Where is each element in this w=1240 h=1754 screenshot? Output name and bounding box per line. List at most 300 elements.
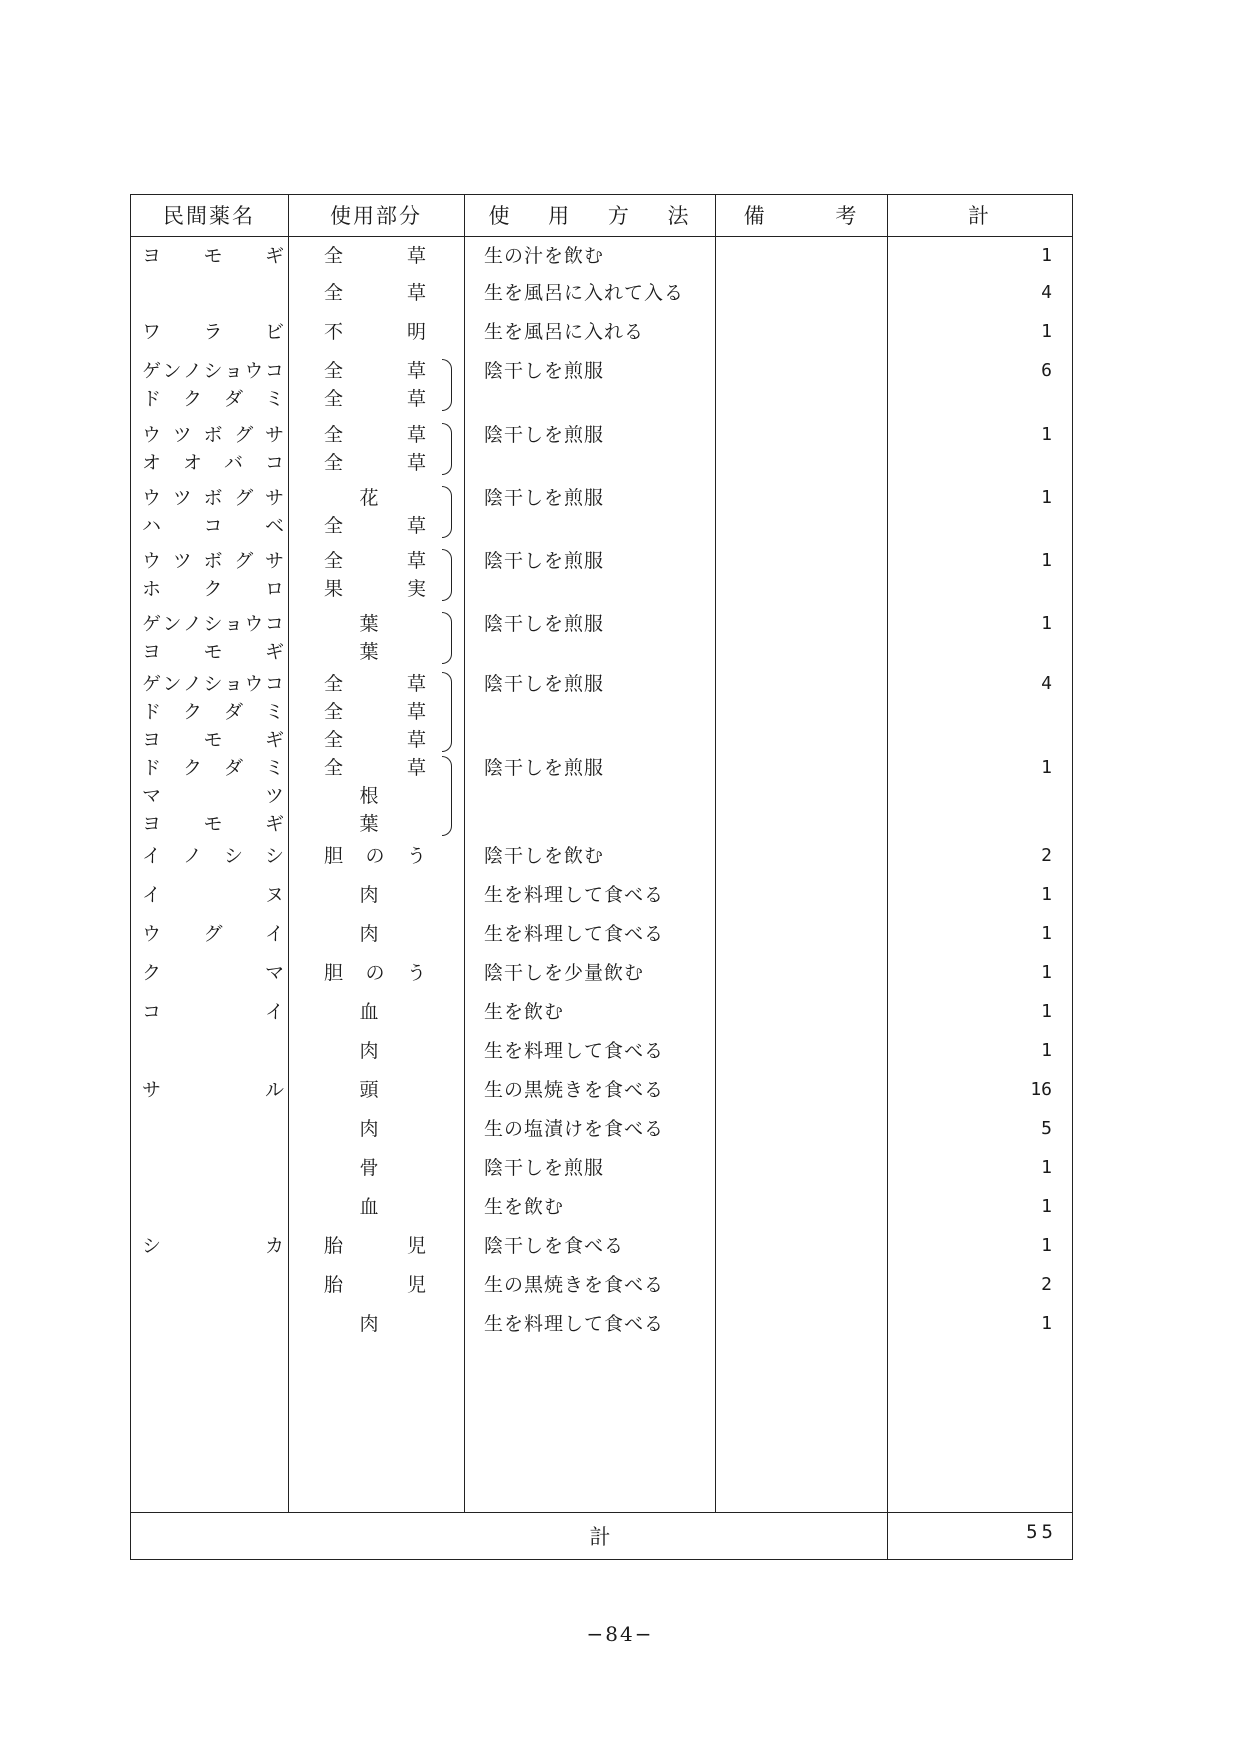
drug-name-char: ワ (142, 321, 162, 343)
drug-name-char: オ (182, 452, 202, 474)
used-part-line (298, 357, 440, 385)
count-cell: 1 (1041, 1040, 1052, 1061)
used-part-char: 血 (359, 1001, 379, 1023)
summary-divider (130, 1512, 1073, 1513)
drug-name-char: ロ (264, 578, 284, 600)
drug-name-cell (138, 242, 288, 270)
count-cell: 1 (1041, 757, 1052, 778)
used-part-cell (298, 357, 440, 413)
count-cell: 1 (1041, 321, 1052, 342)
table-border-bottom (130, 1559, 1073, 1560)
used-part-char: 草 (406, 452, 426, 474)
used-part-char: 全 (324, 360, 344, 382)
used-part-char: 不 (324, 321, 344, 343)
usage-method-cell: 陰干しを煎服 (484, 673, 605, 695)
count-cell: 1 (1041, 962, 1052, 983)
drug-name-char: ン (162, 613, 182, 635)
used-part-char: 全 (324, 550, 344, 572)
drug-name-char: ク (182, 388, 202, 410)
drug-name-line (138, 782, 288, 810)
drug-name-char: ウ (142, 550, 162, 572)
used-part-char: 肉 (359, 1313, 379, 1335)
header-total: 計 (968, 204, 991, 228)
used-part-line (298, 810, 440, 838)
usage-method-cell: 生を風呂に入れて入る (484, 282, 685, 304)
drug-name-cell (138, 318, 288, 346)
header-divider (130, 236, 1073, 237)
count-cell: 1 (1041, 424, 1052, 445)
drug-name-char: ク (142, 962, 162, 984)
used-part-line (298, 547, 440, 575)
page-number: −84− (586, 1622, 654, 1646)
drug-name-line (138, 484, 288, 512)
drug-name-char: ゲ (142, 360, 162, 382)
drug-name-char: バ (223, 452, 243, 474)
drug-name-line (138, 638, 288, 666)
usage-method-cell: 生の汁を飲む (484, 245, 605, 267)
usage-method-cell: 陰干しを煎服 (484, 1157, 605, 1179)
drug-name-char: ボ (203, 487, 223, 509)
drug-name-char: ノ (182, 673, 202, 695)
header-part: 使用部分 (330, 204, 422, 228)
used-part-char: 胆 (324, 845, 344, 867)
used-part-line (298, 698, 440, 726)
drug-name-cell (138, 1232, 288, 1260)
used-part-cell (298, 670, 440, 754)
used-part-char: 草 (406, 757, 426, 779)
used-part-char: 草 (406, 245, 426, 267)
folk-medicine-table (130, 194, 1073, 1560)
drug-name-line (138, 1076, 288, 1104)
used-part-line (298, 1154, 440, 1182)
drug-name-char: ヨ (142, 813, 162, 835)
used-part-char: 全 (324, 757, 344, 779)
count-cell: 16 (1030, 1079, 1052, 1100)
used-part-cell (298, 920, 440, 948)
used-part-cell (298, 842, 440, 870)
usage-method-cell: 陰干しを飲む (484, 845, 605, 867)
count-cell: 1 (1041, 613, 1052, 634)
usage-method-cell: 生の黒焼きを食べる (484, 1274, 665, 1296)
count-cell: 1 (1041, 245, 1052, 266)
used-part-cell (298, 1115, 440, 1143)
drug-name-char: モ (203, 641, 223, 663)
drug-name-char: ド (142, 388, 162, 410)
drug-name-line (138, 575, 288, 603)
used-part-cell (298, 279, 440, 307)
drug-name-char: ノ (182, 845, 202, 867)
drug-name-char: イ (264, 1001, 284, 1023)
used-part-line (298, 638, 440, 666)
used-part-char: 葉 (359, 613, 379, 635)
drug-name-cell (138, 421, 288, 477)
used-part-line (298, 1076, 440, 1104)
drug-name-char: ン (162, 673, 182, 695)
table-border-left (130, 194, 131, 1560)
drug-name-char: サ (264, 487, 284, 509)
header-remarks: 備 考 (743, 204, 859, 228)
used-part-line (298, 385, 440, 413)
used-part-char: 葉 (359, 641, 379, 663)
drug-name-char: ミ (264, 388, 284, 410)
drug-name-cell (138, 959, 288, 987)
drug-name-line (138, 920, 288, 948)
drug-name-char: ク (203, 578, 223, 600)
drug-name-char: ン (162, 360, 182, 382)
drug-name-char: ク (182, 757, 202, 779)
used-part-cell (298, 547, 440, 603)
grouping-brace (442, 549, 452, 601)
drug-name-char: モ (203, 245, 223, 267)
used-part-char: 草 (406, 673, 426, 695)
used-part-line (298, 1193, 440, 1221)
drug-name-char: イ (142, 845, 162, 867)
count-cell: 1 (1041, 1313, 1052, 1334)
drug-name-char: ウ (142, 923, 162, 945)
drug-name-cell (138, 998, 288, 1026)
used-part-char: 全 (324, 729, 344, 751)
usage-method-cell: 陰干しを少量飲む (484, 962, 645, 984)
drug-name-char: シ (203, 673, 223, 695)
drug-name-char: サ (142, 1079, 162, 1101)
used-part-line (298, 279, 440, 307)
usage-method-cell: 生を料理して食べる (484, 884, 665, 906)
drug-name-char: イ (142, 884, 162, 906)
used-part-char: 全 (324, 424, 344, 446)
used-part-line (298, 881, 440, 909)
drug-name-char: グ (234, 424, 254, 446)
count-cell: 2 (1041, 1274, 1052, 1295)
drug-name-line (138, 881, 288, 909)
drug-name-line (138, 698, 288, 726)
drug-name-char: ウ (244, 613, 264, 635)
drug-name-line (138, 357, 288, 385)
used-part-char: 肉 (359, 923, 379, 945)
used-part-cell (298, 610, 440, 666)
drug-name-line (138, 318, 288, 346)
used-part-char: 胎 (324, 1274, 344, 1296)
used-part-line (298, 449, 440, 477)
drug-name-char: ツ (172, 424, 192, 446)
drug-name-char: ウ (244, 360, 264, 382)
drug-name-cell (138, 920, 288, 948)
used-part-line (298, 959, 440, 987)
drug-name-char: ボ (203, 550, 223, 572)
used-part-cell (298, 754, 440, 838)
used-part-cell (298, 998, 440, 1026)
used-part-cell (298, 1076, 440, 1104)
drug-name-char: ツ (172, 550, 192, 572)
usage-method-cell: 陰干しを煎服 (484, 550, 605, 572)
usage-method-cell: 生を飲む (484, 1196, 565, 1218)
drug-name-char: ョ (223, 613, 243, 635)
used-part-char: 草 (406, 282, 426, 304)
drug-name-char: ボ (203, 424, 223, 446)
used-part-cell (298, 1310, 440, 1338)
col-divider-4 (887, 194, 888, 1560)
drug-name-cell (138, 610, 288, 666)
used-part-char: 児 (406, 1235, 426, 1257)
drug-name-char: ミ (264, 757, 284, 779)
used-part-char: 草 (406, 701, 426, 723)
drug-name-line (138, 449, 288, 477)
drug-name-char: ミ (264, 701, 284, 723)
used-part-line (298, 484, 440, 512)
used-part-char: 草 (406, 360, 426, 382)
used-part-char: 草 (406, 729, 426, 751)
drug-name-char: ル (264, 1079, 284, 1101)
usage-method-cell: 陰干しを煎服 (484, 360, 605, 382)
usage-method-cell: 生の黒焼きを食べる (484, 1079, 665, 1101)
drug-name-line (138, 547, 288, 575)
used-part-cell (298, 1232, 440, 1260)
used-part-char: 胎 (324, 1235, 344, 1257)
usage-method-cell: 生を飲む (484, 1001, 565, 1023)
drug-name-line (138, 1232, 288, 1260)
drug-name-char: ド (142, 757, 162, 779)
drug-name-char: ヌ (264, 884, 284, 906)
drug-name-line (138, 998, 288, 1026)
drug-name-char: コ (264, 452, 284, 474)
drug-name-line (138, 842, 288, 870)
drug-name-char: ラ (203, 321, 223, 343)
drug-name-char: ホ (142, 578, 162, 600)
header-name: 民間薬名 (163, 204, 255, 228)
used-part-char: 全 (324, 452, 344, 474)
used-part-line (298, 1232, 440, 1260)
summary-value: 55 (1026, 1521, 1057, 1543)
used-part-char: 根 (359, 785, 379, 807)
drug-name-line (138, 726, 288, 754)
drug-name-char: シ (142, 1235, 162, 1257)
used-part-char: 草 (406, 424, 426, 446)
used-part-char: 草 (406, 515, 426, 537)
drug-name-char: ダ (223, 701, 243, 723)
drug-name-char: ヨ (142, 245, 162, 267)
used-part-char: 草 (406, 550, 426, 572)
used-part-char: 肉 (359, 884, 379, 906)
used-part-line (298, 512, 440, 540)
col-divider-2 (464, 194, 465, 1512)
used-part-char: 全 (324, 282, 344, 304)
drug-name-char: ウ (142, 487, 162, 509)
drug-name-char: ノ (182, 613, 202, 635)
header-method: 使 用 方 法 (488, 204, 691, 228)
drug-name-char: グ (203, 923, 223, 945)
used-part-char: 肉 (359, 1040, 379, 1062)
used-part-line (298, 726, 440, 754)
drug-name-char: シ (203, 613, 223, 635)
usage-method-cell: 陰干しを煎服 (484, 424, 605, 446)
table-border-right (1072, 194, 1073, 1560)
used-part-line (298, 920, 440, 948)
drug-name-char: コ (264, 613, 284, 635)
drug-name-line (138, 754, 288, 782)
drug-name-line (138, 242, 288, 270)
drug-name-char: コ (264, 360, 284, 382)
used-part-line (298, 670, 440, 698)
used-part-cell (298, 318, 440, 346)
used-part-char: 全 (324, 515, 344, 537)
used-part-char: の (365, 962, 385, 984)
drug-name-char: サ (264, 424, 284, 446)
drug-name-char: シ (203, 360, 223, 382)
used-part-cell (298, 242, 440, 270)
drug-name-char: ゲ (142, 673, 162, 695)
grouping-brace (442, 359, 452, 411)
used-part-char: 血 (359, 1196, 379, 1218)
drug-name-char: イ (264, 923, 284, 945)
count-cell: 1 (1041, 1235, 1052, 1256)
used-part-line (298, 610, 440, 638)
usage-method-cell: 生を風呂に入れる (484, 321, 645, 343)
drug-name-char: コ (142, 1001, 162, 1023)
grouping-brace (442, 672, 452, 752)
drug-name-line (138, 959, 288, 987)
used-part-char: う (406, 962, 426, 984)
grouping-brace (442, 423, 452, 475)
drug-name-char: グ (234, 487, 254, 509)
used-part-char: 明 (406, 321, 426, 343)
drug-name-char: ョ (223, 673, 243, 695)
drug-name-char: ビ (264, 321, 284, 343)
used-part-line (298, 575, 440, 603)
drug-name-char: コ (264, 673, 284, 695)
count-cell: 4 (1041, 282, 1052, 303)
grouping-brace (442, 486, 452, 538)
used-part-char: 全 (324, 388, 344, 410)
drug-name-char: シ (264, 845, 284, 867)
usage-method-cell: 陰干しを煎服 (484, 487, 605, 509)
drug-name-char: ノ (182, 360, 202, 382)
drug-name-char: ベ (264, 515, 284, 537)
drug-name-line (138, 512, 288, 540)
used-part-line (298, 998, 440, 1026)
drug-name-cell (138, 842, 288, 870)
used-part-char: 肉 (359, 1118, 379, 1140)
count-cell: 4 (1041, 673, 1052, 694)
used-part-line (298, 242, 440, 270)
used-part-line (298, 1271, 440, 1299)
count-cell: 1 (1041, 550, 1052, 571)
count-cell: 2 (1041, 845, 1052, 866)
usage-method-cell: 生を料理して食べる (484, 1040, 665, 1062)
used-part-char: 胆 (324, 962, 344, 984)
used-part-cell (298, 1271, 440, 1299)
used-part-line (298, 754, 440, 782)
drug-name-line (138, 385, 288, 413)
drug-name-char: ギ (264, 813, 284, 835)
usage-method-cell: 生を料理して食べる (484, 1313, 665, 1335)
count-cell: 1 (1041, 487, 1052, 508)
drug-name-char: ク (182, 701, 202, 723)
drug-name-char: ギ (264, 641, 284, 663)
drug-name-line (138, 610, 288, 638)
count-cell: 1 (1041, 923, 1052, 944)
usage-method-cell: 陰干しを煎服 (484, 613, 605, 635)
drug-name-char: ョ (223, 360, 243, 382)
drug-name-char: モ (203, 729, 223, 751)
usage-method-cell: 陰干しを煎服 (484, 757, 605, 779)
drug-name-char: ダ (223, 757, 243, 779)
count-cell: 1 (1041, 1196, 1052, 1217)
drug-name-char: シ (223, 845, 243, 867)
drug-name-char: ウ (142, 424, 162, 446)
used-part-cell (298, 484, 440, 540)
drug-name-char: マ (264, 962, 284, 984)
col-divider-1 (288, 194, 289, 1512)
drug-name-line (138, 810, 288, 838)
drug-name-char: モ (203, 813, 223, 835)
drug-name-char: ツ (172, 487, 192, 509)
used-part-line (298, 782, 440, 810)
used-part-cell (298, 1193, 440, 1221)
used-part-char: 頭 (359, 1079, 379, 1101)
grouping-brace (442, 612, 452, 664)
used-part-char: 全 (324, 245, 344, 267)
drug-name-char: ギ (264, 729, 284, 751)
used-part-char: 全 (324, 701, 344, 723)
drug-name-cell (138, 484, 288, 540)
used-part-line (298, 1115, 440, 1143)
usage-method-cell: 生の塩漬けを食べる (484, 1118, 665, 1140)
usage-method-cell: 生を料理して食べる (484, 923, 665, 945)
count-cell: 5 (1041, 1118, 1052, 1139)
drug-name-cell (138, 547, 288, 603)
used-part-cell (298, 1037, 440, 1065)
drug-name-cell (138, 881, 288, 909)
used-part-cell (298, 881, 440, 909)
drug-name-cell (138, 670, 288, 754)
used-part-char: 果 (324, 578, 344, 600)
used-part-cell (298, 959, 440, 987)
drug-name-line (138, 670, 288, 698)
drug-name-char: マ (142, 785, 162, 807)
drug-name-char: ヨ (142, 729, 162, 751)
usage-method-cell: 陰干しを食べる (484, 1235, 625, 1257)
used-part-char: 実 (406, 578, 426, 600)
used-part-char: 全 (324, 673, 344, 695)
drug-name-char: ダ (223, 388, 243, 410)
drug-name-char: コ (203, 515, 223, 537)
drug-name-cell (138, 1076, 288, 1104)
count-cell: 1 (1041, 884, 1052, 905)
used-part-line (298, 1037, 440, 1065)
used-part-line (298, 421, 440, 449)
drug-name-char: ド (142, 701, 162, 723)
used-part-cell (298, 421, 440, 477)
used-part-char: う (406, 845, 426, 867)
summary-label: 計 (589, 1525, 611, 1549)
used-part-line (298, 842, 440, 870)
used-part-char: 草 (406, 388, 426, 410)
drug-name-char: ウ (244, 673, 264, 695)
drug-name-char: ハ (142, 515, 162, 537)
drug-name-cell (138, 357, 288, 413)
used-part-line (298, 1310, 440, 1338)
used-part-cell (298, 1154, 440, 1182)
used-part-line (298, 318, 440, 346)
drug-name-cell (138, 754, 288, 838)
drug-name-char: サ (264, 550, 284, 572)
count-cell: 1 (1041, 1157, 1052, 1178)
grouping-brace (442, 756, 452, 836)
used-part-char: 花 (359, 487, 379, 509)
count-cell: 1 (1041, 1001, 1052, 1022)
used-part-char: 骨 (359, 1157, 379, 1179)
drug-name-char: カ (264, 1235, 284, 1257)
drug-name-char: オ (142, 452, 162, 474)
